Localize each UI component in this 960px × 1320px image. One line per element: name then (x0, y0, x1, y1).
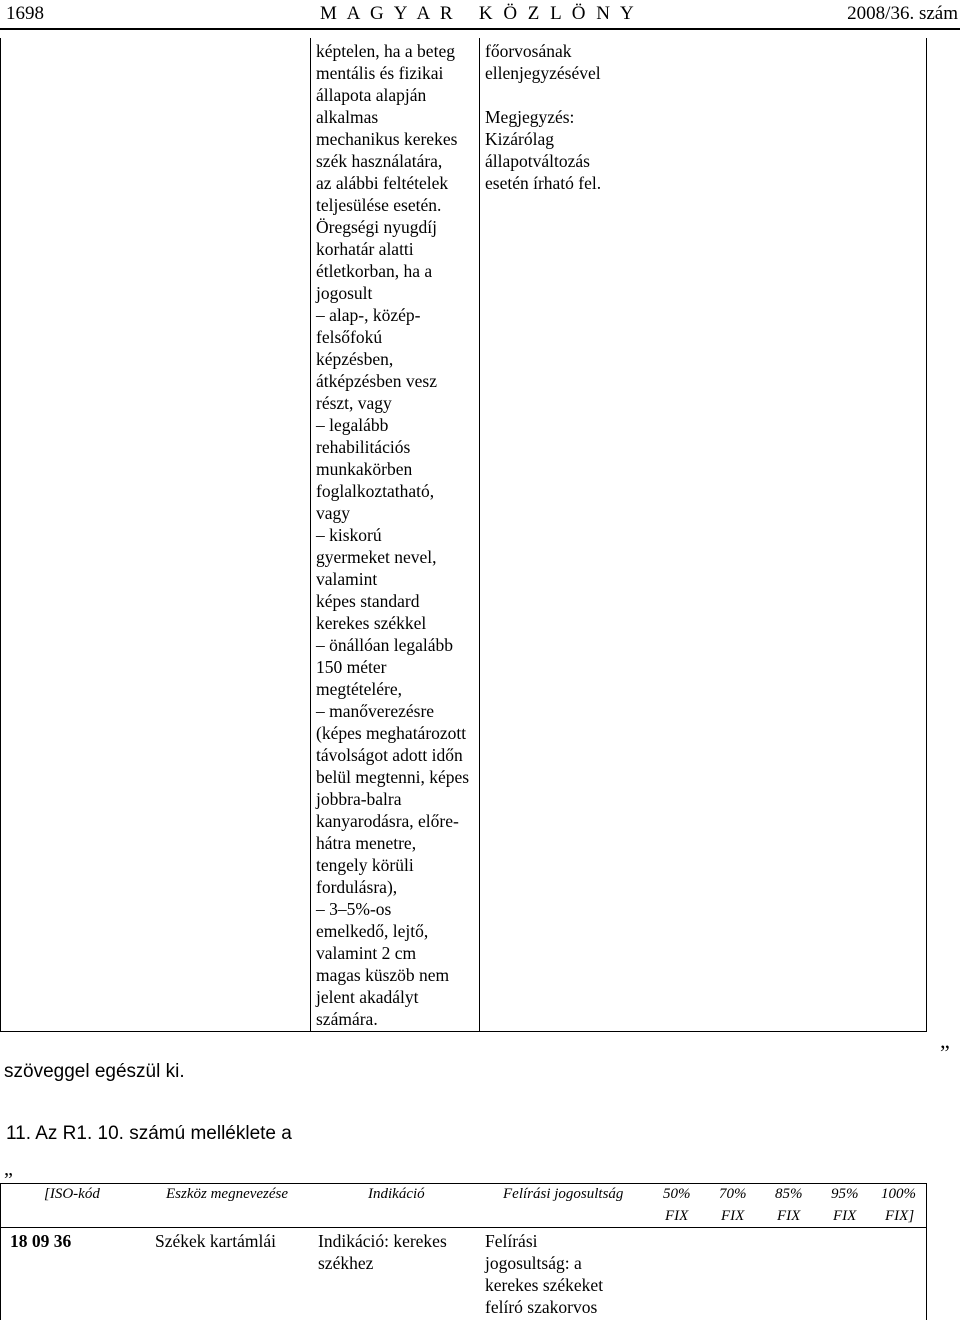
prescription-cell: főorvosának ellenjegyzésével Megjegyzés: Kizárólag állapotváltozás esetén írható fel. (485, 41, 602, 193)
header-70: 70% (719, 1186, 747, 1202)
table1-divider-1 (310, 38, 311, 1032)
header-95: 95% (831, 1186, 859, 1202)
header-prescription: Felírási jogosultság (503, 1186, 624, 1202)
table2-top-rule (0, 1183, 927, 1184)
journal-title: M A G Y A R K Ö Z L Ö N Y (320, 3, 637, 24)
fix-label-85: FIX (777, 1208, 801, 1224)
table1-divider-2 (479, 38, 480, 1032)
indication-cell: képtelen, ha a beteg mentális és fizikai állapota alapján alkalmas mechanikus kerekes szék használatára, az alábbi feltételek teljesülése esetén. Öregségi nyugdíj korhatár alatti étletkorban, ha a jogosult – alap-, közép- felsőfokú képzésben, átképzésben vesz részt, vagy – legalább rehabilitációs munkakörben foglalkoztatható, vagy – kiskorú gyermeket nevel, valamint képes standard kerekes székkel – önállóan legalább 150 méter megtételére, – manőverezésre (képes meghatározott távolságot adott időn belül megtenni, képes jobbra-balra kanyarodásra, előre- hátra menetre, tengely körüli fordulásra), – 3–5%-os emelkedő, lejtő, valamint 2 cm magas küszöb nem jelent akadályt számára. (316, 41, 470, 1029)
header-indication: Indikáció (368, 1186, 425, 1202)
opening-quote: „ (4, 1158, 13, 1180)
row-prescription: Felírási jogosultság: a kerekes székeket felíró szakorvos (485, 1231, 604, 1317)
row-indication: Indikáció: kerekes székhez (318, 1231, 447, 1273)
table1-bottom-rule (0, 1031, 927, 1032)
closing-text: szöveggel egészül ki. (4, 1061, 185, 1082)
table1-border-right (926, 38, 927, 1032)
closing-quote: ” (940, 1040, 950, 1065)
header-50: 50% (663, 1186, 691, 1202)
header-100: 100% (881, 1186, 916, 1202)
table2-border-left (0, 1183, 1, 1320)
header-device-name: Eszköz megnevezése (166, 1186, 289, 1202)
table1-border-left (0, 38, 1, 1032)
header-iso-code: [ISO-kód (44, 1186, 100, 1202)
section-title: 11. Az R1. 10. számú melléklete a (6, 1123, 292, 1144)
fix-label-100: FIX] (885, 1208, 915, 1224)
row-iso-code: 18 09 36 (10, 1231, 72, 1251)
fix-label-70: FIX (721, 1208, 745, 1224)
header-rule (0, 28, 960, 30)
page-header (0, 0, 960, 30)
row-device-name: Székek kartámlái (155, 1231, 276, 1251)
fix-label-50: FIX (665, 1208, 689, 1224)
page-number: 1698 (6, 3, 44, 24)
fix-label-95: FIX (833, 1208, 857, 1224)
issue-number: 2008/36. szám (847, 3, 958, 24)
header-85: 85% (775, 1186, 803, 1202)
table2-border-right (926, 1183, 927, 1320)
table2-header-rule (0, 1227, 927, 1228)
